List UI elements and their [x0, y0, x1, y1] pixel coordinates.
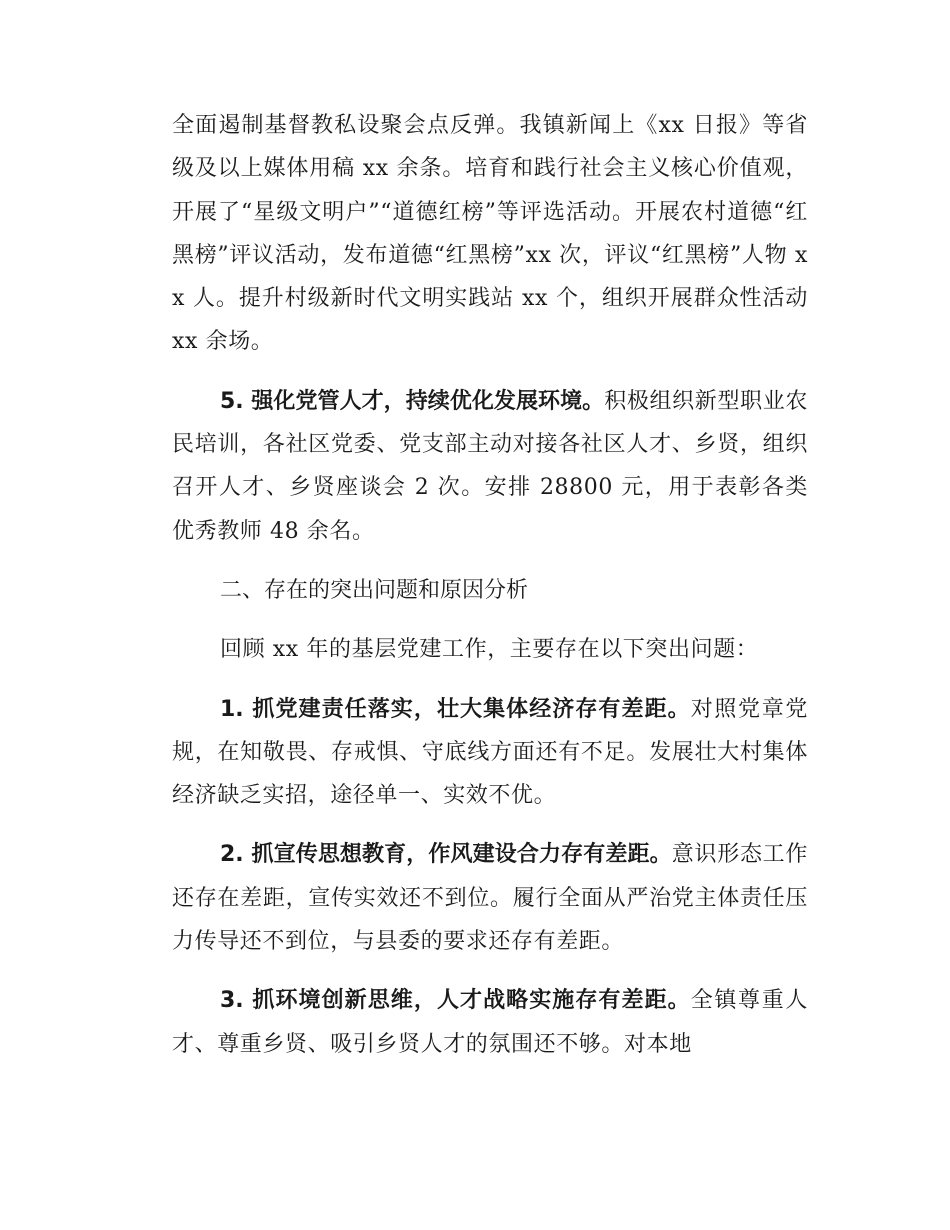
intro-paragraph [172, 628, 808, 671]
problem-text: 全镇尊重人才、尊重乡贤、吸引乡贤人才的氛围还不够。对本地 [172, 988, 808, 1057]
problem-paragraph-3 [172, 979, 808, 1066]
problem-lead: 2. 抓宣传思想教育，作风建设合力存有差距。 [220, 842, 672, 868]
problem-paragraph-2 [172, 833, 808, 963]
paragraph-text: 积极组织新型职业农民培训，各社区党委、党支部主动对接各社区人才、乡贤，组织召开人才、乡贤座谈会 2 次。安排 28800 元，用于表彰各类优秀教师 48 余名。 [172, 388, 808, 544]
paragraph-text: 全面遏制基督教私设聚会点反弹。我镇新闻上《xx 日报》等省级及以上媒体用稿 xx 余条。培育和践行社会主义核心价值观，开展了“星级文明户”“道德红榜”等评选活动。开展农村道德“红黑榜”评议活动，发布道德“红黑榜”xx 次，评议“红黑榜”人物 xx 人。提升村级新时代文明实践站 xx 个，组织开展群众性活动 xx 余场。 [172, 113, 808, 355]
paragraph-lead: 5. 强化党管人才，持续优化发展环境。 [220, 388, 605, 414]
problem-text: 对照党章党规，在知敬畏、存戒惧、守底线方面还有不足。发展壮大村集体经济缺乏实招，途径单一、实效不优。 [172, 696, 808, 809]
document-page [172, 104, 808, 1066]
intro-text: 回顾 xx 年的基层党建工作，主要存在以下突出问题： [220, 637, 759, 663]
paragraph-talent [172, 380, 808, 553]
problem-lead: 3. 抓环境创新思维，人才战略实施存有差距。 [220, 988, 691, 1014]
paragraph-continuation [172, 104, 808, 364]
problem-lead: 1. 抓党建责任落实，壮大集体经济存有差距。 [220, 696, 691, 722]
problem-text: 意识形态工作还存在差距，宣传实效还不到位。履行全面从严治党主体责任压力传导还不到位，与县委的要求还存有差距。 [172, 842, 808, 955]
problem-paragraph-1 [172, 688, 808, 818]
section-heading: 二、存在的突出问题和原因分析 [220, 577, 529, 603]
